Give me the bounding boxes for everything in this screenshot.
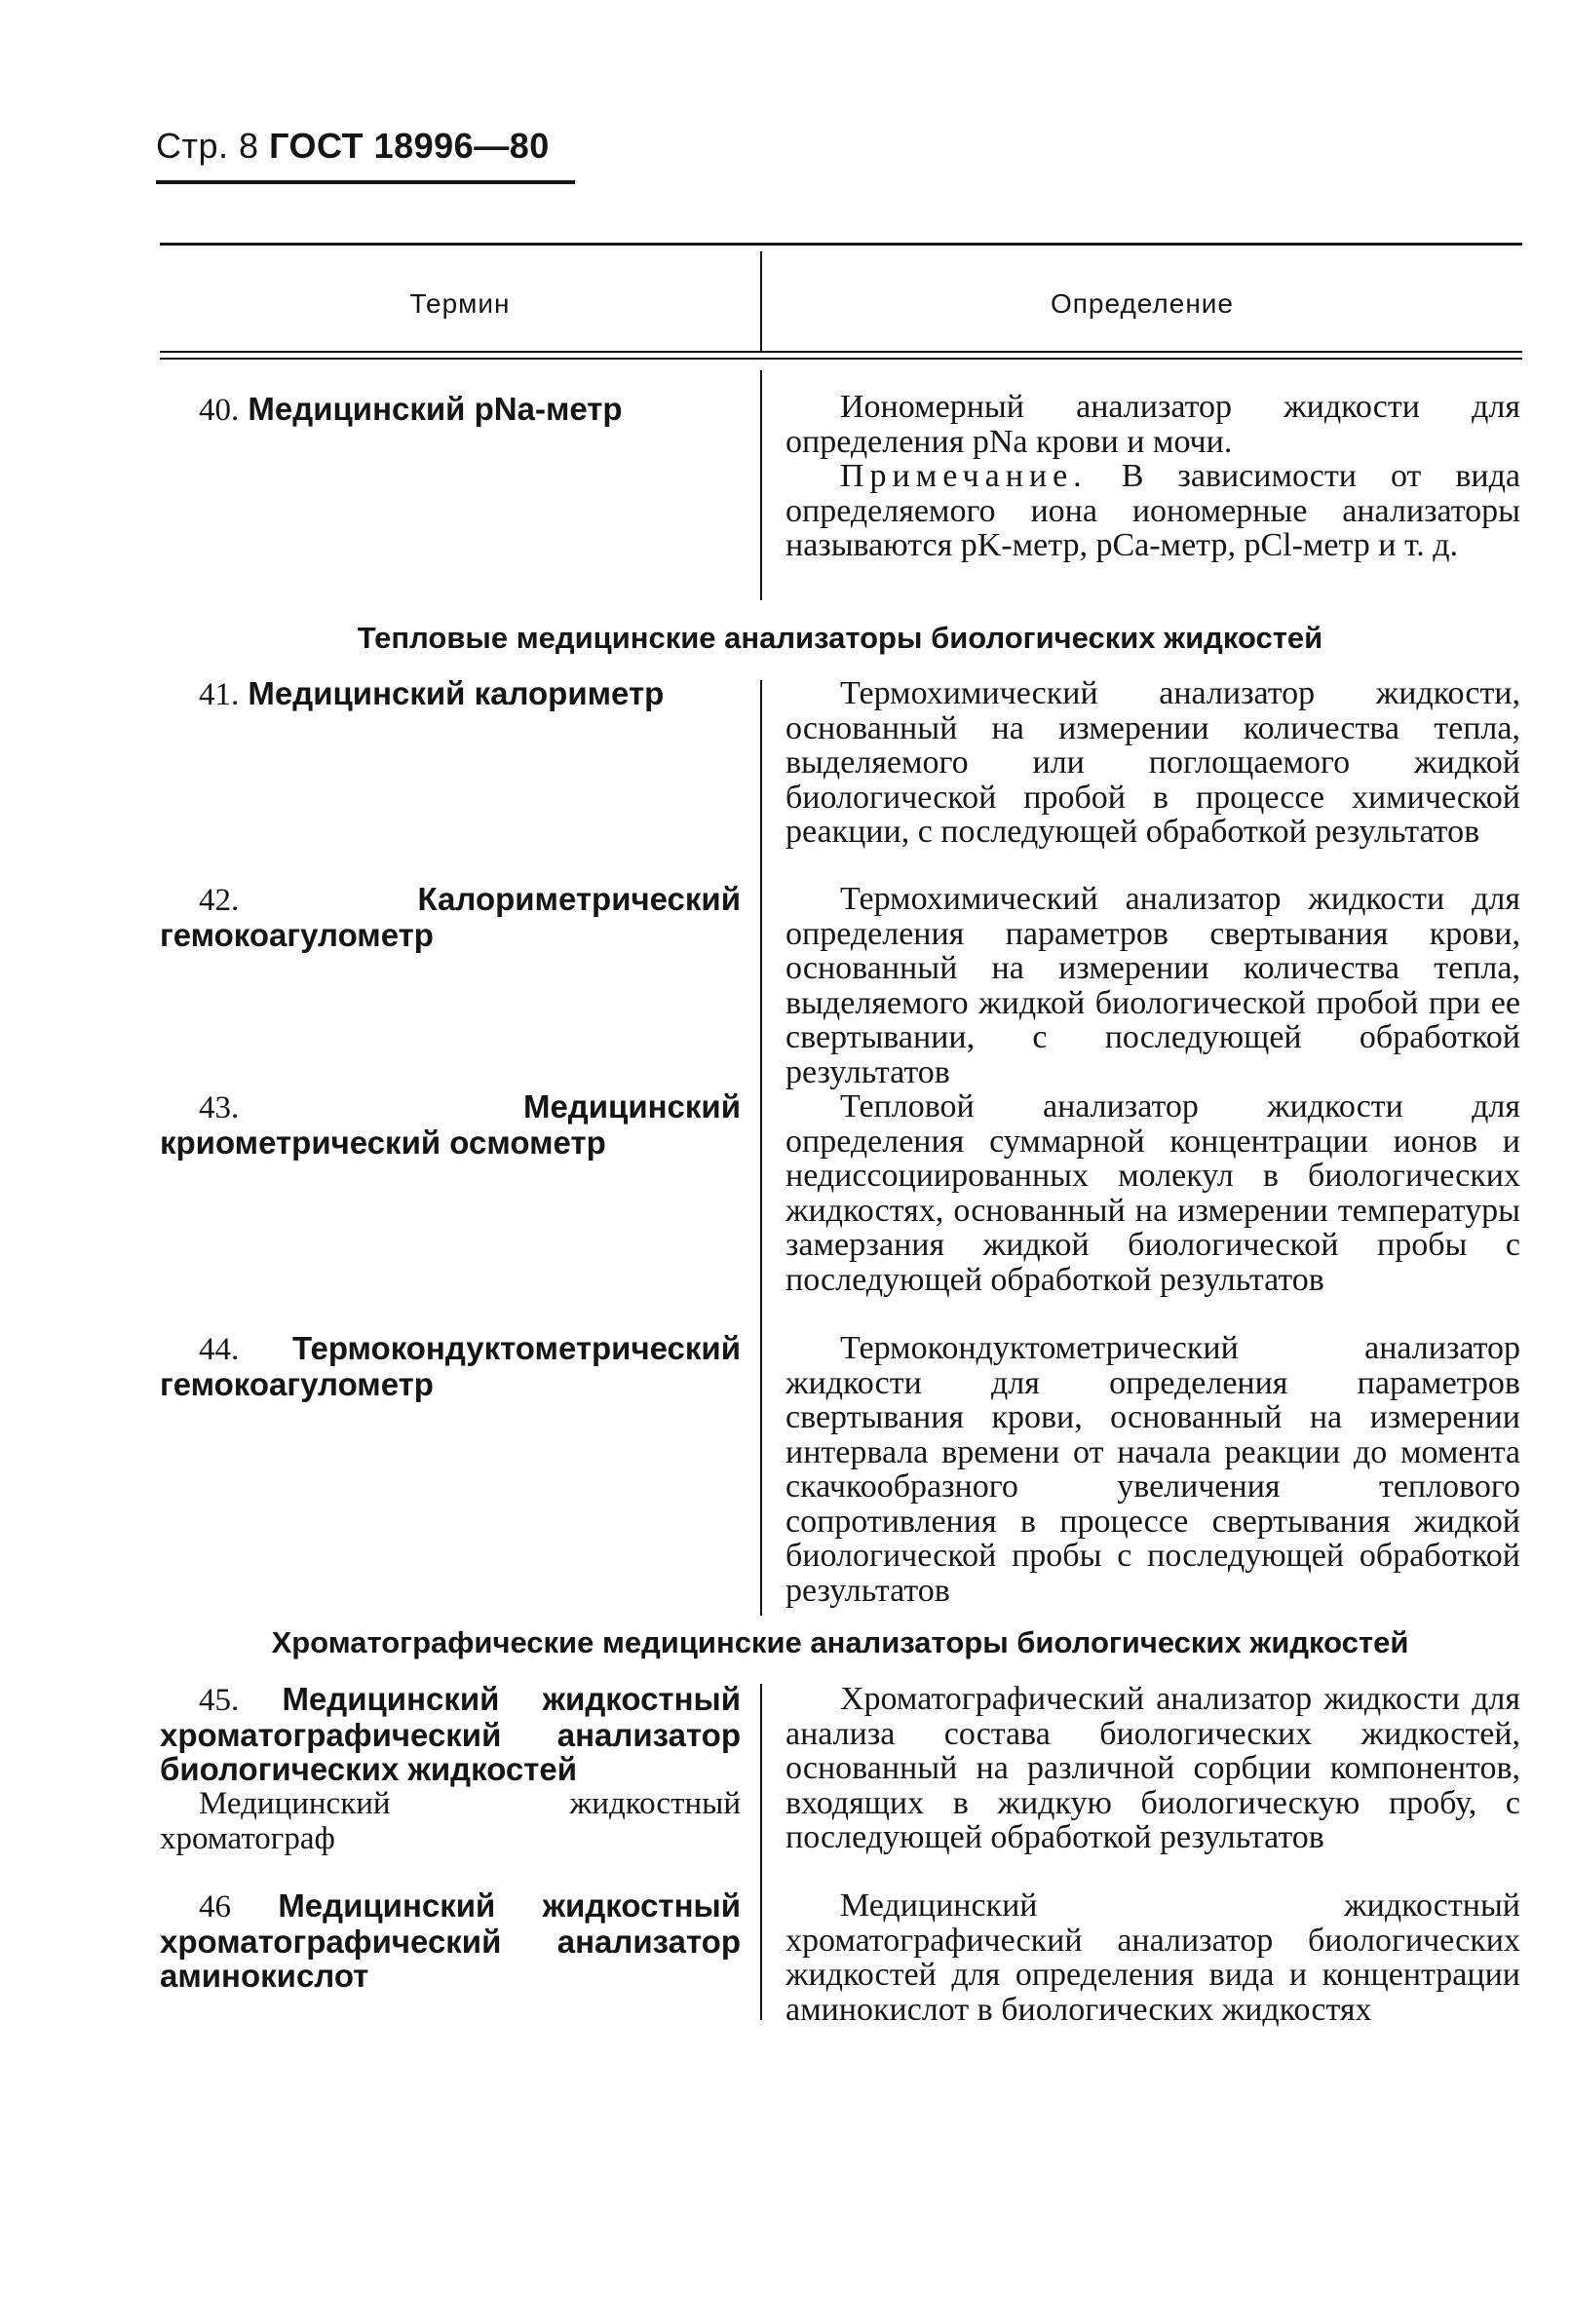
term-number: 44.	[199, 1332, 240, 1367]
definition-text: Хроматографический анализатор жидкости для анализа состава биологических жидкостей, основанный на различной сорбции компонентов, входящих в жидкую биологическую пробу, с последующей обработкой результатов	[786, 1681, 1520, 1855]
column-header-definition: Определение	[1050, 288, 1235, 319]
definition-text: Термохимический анализатор жидкости, основанный на измерении количества тепла, выделяемого или поглощаемого жидкой биологической пробой в процессе химической реакции, с последующей обработкой результатов	[786, 675, 1520, 850]
definition-46	[786, 1888, 1520, 2027]
definition-44	[786, 1331, 1520, 1608]
column-divider	[760, 1684, 762, 2020]
page-header	[156, 125, 550, 168]
standard-number: ГОСТ 18996—80	[269, 126, 550, 166]
section-heading-thermal: Тепловые медицинские анализаторы биологических жидкостей	[357, 621, 1323, 655]
note	[786, 459, 1520, 563]
term-45	[160, 1682, 741, 1856]
table-top-rule	[160, 243, 1522, 246]
note-label: Примечание.	[840, 458, 1088, 494]
note-text: В зависимости от вида определяемого иона иономерные анализаторы называются pK-метр, pCa-метр, pCl-метр и т. д.	[786, 458, 1521, 563]
term-synonym: Медицинский жидкостный хроматограф	[160, 1786, 741, 1856]
term-number: 45.	[199, 1683, 240, 1718]
column-header-term: Термин	[409, 288, 511, 319]
table-header-rule-1	[160, 351, 1522, 353]
definition-42	[786, 882, 1520, 1089]
definition-text: Термокондуктометрический анализатор жидкости для определения параметров свертывания крови, основанный на измерении интервала времени от начала реакции до момента скачкообразного увеличения теплового сопротивления в процессе свертывания жидкой биологической пробы с последующей обработкой результатов	[786, 1330, 1520, 1609]
page-number: Стр. 8	[156, 126, 259, 166]
column-divider	[760, 680, 762, 1616]
term-name: Термокондуктометрический гемокоагулометр	[160, 1330, 741, 1402]
definition-40	[786, 390, 1520, 563]
term-name: Медицинский pNa-метр	[248, 391, 623, 427]
column-divider	[760, 370, 762, 600]
term-name: Медицинский криометрический осмометр	[160, 1088, 741, 1161]
table-header-rule-2	[160, 358, 1522, 360]
definition-text: Тепловой анализатор жидкости для определения суммарной концентрации ионов и недиссоциированных молекул в биологических жидкостях, основанный на измерении температуры замерзания жидкой биологической пробы с последующей обработкой результатов	[786, 1088, 1520, 1298]
definition-45	[786, 1682, 1520, 1855]
term-42	[160, 882, 741, 952]
definition-text: Медицинский жидкостный хроматографический анализатор биологических жидкостей для определения вида и концентрации аминокислот в биологических жидкостях	[786, 1887, 1520, 2028]
term-number: 41.	[199, 677, 240, 712]
term-number: 46	[199, 1889, 231, 1924]
definition-43	[786, 1089, 1520, 1297]
term-number: 40.	[199, 393, 240, 428]
term-41	[160, 676, 741, 712]
definition-41	[786, 676, 1520, 850]
term-46	[160, 1888, 741, 1993]
term-40	[160, 392, 741, 428]
term-name: Медицинский жидкостный хроматографический анализатор биологических жидкостей	[160, 1681, 741, 1787]
term-name: Медицинский жидкостный хроматографический анализатор аминокислот	[160, 1887, 741, 1994]
section-heading-chromatographic: Хроматографические медицинские анализаторы биологических жидкостей	[271, 1625, 1409, 1659]
term-43	[160, 1089, 741, 1160]
term-44	[160, 1331, 741, 1401]
definition-text: Иономерный анализатор жидкости для определения pNa крови и мочи.	[786, 389, 1520, 460]
definition-text: Термохимический анализатор жидкости для определения параметров свертывания крови, основанный на измерении количества тепла, выделяемого жидкой биологической пробой при ее свертывании, с последующей обработкой результатов	[786, 881, 1520, 1090]
column-divider	[760, 251, 762, 351]
term-number: 43.	[199, 1090, 240, 1125]
term-name: Калориметрический гемокоагулометр	[160, 881, 741, 953]
header-underline	[156, 180, 575, 184]
term-number: 42.	[199, 883, 240, 918]
term-name: Медицинский калориметр	[248, 675, 665, 711]
